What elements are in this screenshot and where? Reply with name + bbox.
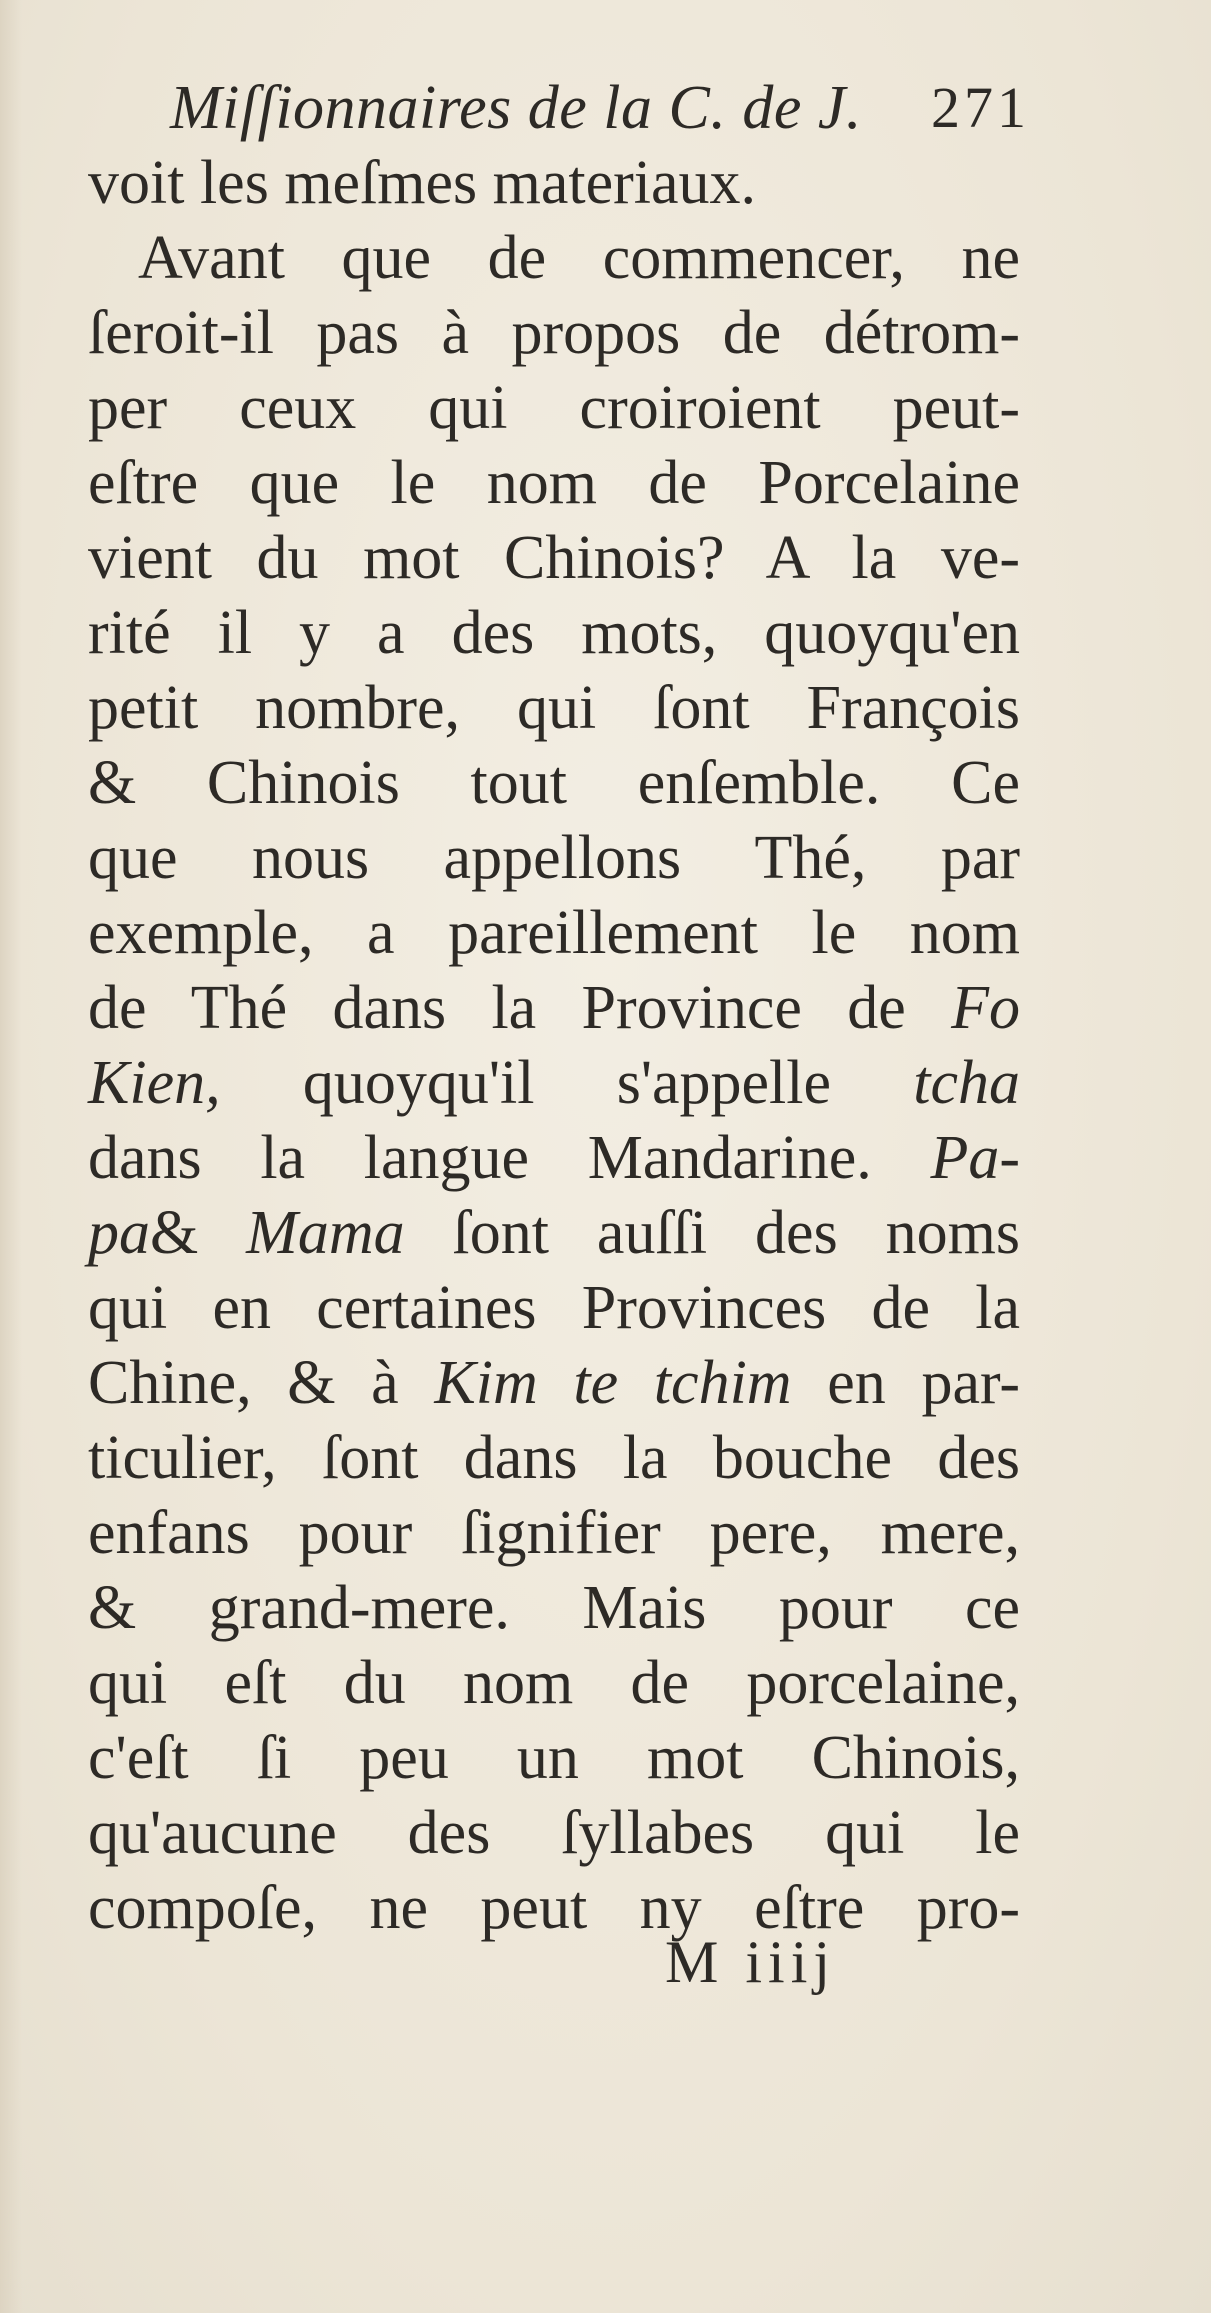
catchword-signature: M iiij <box>665 1929 837 1995</box>
text-line-content: rité il y a des mots, quoyqu'en <box>88 599 1020 667</box>
text-line <box>88 596 1020 671</box>
text-line-content: & grand-mere. Mais pour ce <box>88 1574 1020 1642</box>
text-line-content: exemple, a pareillement le nom <box>88 899 1020 967</box>
text-line <box>88 1196 1020 1271</box>
text-line <box>88 371 1020 446</box>
italic-chinese-word: pa <box>88 1199 150 1267</box>
text-line <box>88 896 1020 971</box>
text-line <box>88 1721 1020 1796</box>
text-line <box>88 446 1020 521</box>
text-line <box>88 1871 1020 1946</box>
text-line <box>88 1346 1020 1421</box>
italic-chinese-word: tcha <box>913 1049 1020 1117</box>
ampersand: & <box>150 1199 199 1267</box>
text-line-content: dans la langue Mandarine. <box>88 1124 872 1192</box>
text-line <box>88 971 1020 1046</box>
text-line <box>88 296 1020 371</box>
italic-place-name: Kim te tchim <box>434 1349 792 1417</box>
page-header <box>170 68 1030 148</box>
page-gutter-shadow <box>0 0 22 2313</box>
text-line-content: Avant que de commencer, ne <box>138 224 1020 292</box>
text-line <box>88 1496 1020 1571</box>
text-line-content: ſeroit-il pas à propos de détrom- <box>88 299 1020 367</box>
text-line-content: & Chinois tout enſemble. Ce <box>88 749 1020 817</box>
text-line-content: en par- <box>827 1349 1021 1417</box>
italic-chinese-word: Mama <box>246 1199 405 1267</box>
italic-place-name: Kien, <box>88 1049 221 1117</box>
text-line <box>88 746 1020 821</box>
text-line <box>88 1121 1020 1196</box>
text-line <box>88 1646 1020 1721</box>
text-line-content: de Thé dans la Province de <box>88 974 906 1042</box>
body-text <box>88 146 1020 1946</box>
page-number: 271 <box>931 75 1030 140</box>
text-line-content: qui en certaines Provinces de la <box>88 1274 1020 1342</box>
text-line <box>88 1571 1020 1646</box>
text-line-content: ſont auſſi des noms <box>452 1199 1020 1267</box>
italic-chinese-word: Pa- <box>930 1124 1020 1192</box>
text-line-content: qu'aucune des ſyllabes qui le <box>88 1799 1020 1867</box>
text-line-content: enfans pour ſignifier pere, mere, <box>88 1499 1020 1567</box>
text-line <box>88 221 1020 296</box>
running-head: Miſſionnaires de la C. de J. <box>170 74 862 142</box>
text-line-content: quoyqu'il s'appelle <box>302 1049 832 1117</box>
text-line <box>88 521 1020 596</box>
text-line <box>88 821 1020 896</box>
text-line-content: compoſe, ne peut ny eſtre pro- <box>88 1874 1020 1942</box>
italic-place-name: Fo <box>951 974 1021 1042</box>
text-line-content: ticulier, ſont dans la bouche des <box>88 1424 1020 1492</box>
text-line <box>88 146 1020 221</box>
text-line <box>88 1796 1020 1871</box>
text-line-content: vient du mot Chinois? A la ve- <box>88 524 1020 592</box>
text-line-content: que nous appellons Thé, par <box>88 824 1020 892</box>
text-line-content: per ceux qui croiroient peut- <box>88 374 1020 442</box>
text-line <box>88 671 1020 746</box>
text-line-content: Chine, & à <box>88 1349 399 1417</box>
text-line-content: qui eſt du nom de porcelaine, <box>88 1649 1020 1717</box>
text-line <box>88 1046 1020 1121</box>
text-line <box>88 1271 1020 1346</box>
text-line-content: petit nombre, qui ſont François <box>88 674 1020 742</box>
text-line-content: c'eſt ſi peu un mot Chinois, <box>88 1724 1020 1792</box>
text-line-content: eſtre que le nom de Porcelaine <box>88 449 1020 517</box>
text-line-content: voit les meſmes materiaux. <box>88 149 757 217</box>
text-line <box>88 1421 1020 1496</box>
